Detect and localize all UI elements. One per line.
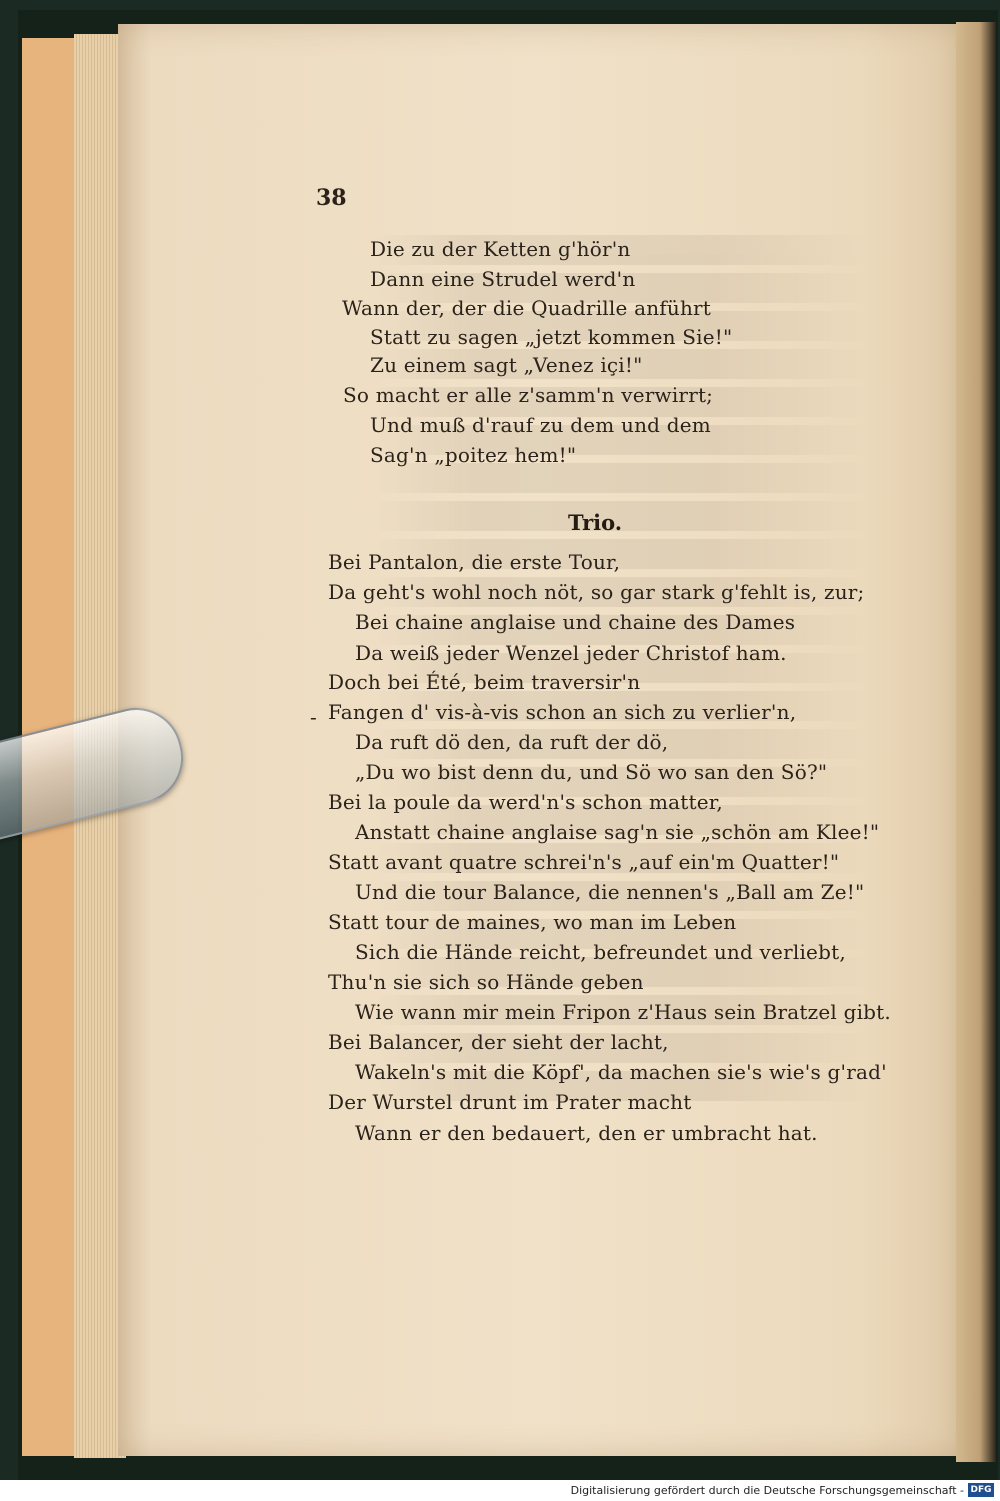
stanza2-line: Wann er den bedauert, den er umbracht hat. xyxy=(355,1121,818,1145)
stanza1-line: So macht er alle z'samm'n verwirrt; xyxy=(343,383,714,407)
stanza2-line: Bei Pantalon, die erste Tour, xyxy=(328,550,621,574)
stanza2-line: Bei Balancer, der sieht der lacht, xyxy=(328,1030,669,1054)
page-number: 38 xyxy=(316,185,347,211)
stanza2-line: Da ruft dö den, da ruft der dö, xyxy=(355,730,669,754)
footer-credit: Digitalisierung gefördert durch die Deutsche Forschungsgemeinschaft - xyxy=(570,1484,964,1497)
stanza2-line: Bei la poule da werd'n's schon matter, xyxy=(328,790,723,814)
stanza2-line: Bei chaine anglaise und chaine des Dames xyxy=(355,610,796,634)
stanza2-line: Fangen d' vis-à-vis schon an sich zu verlier'n, xyxy=(328,700,797,724)
stanza2-line: Anstatt chaine anglaise sag'n sie „schön am Klee!" xyxy=(355,820,880,844)
stanza2-line: Der Wurstel drunt im Prater macht xyxy=(328,1090,692,1114)
stanza2-line: Wakeln's mit die Köpf', da machen sie's wie's g'rad' xyxy=(355,1060,887,1084)
stanza2-line: Da geht's wohl noch nöt, so gar stark g'fehlt is, zur; xyxy=(328,580,865,604)
footer-bar xyxy=(0,1480,1000,1501)
stanza2-line: Wie wann mir mein Fripon z'Haus sein Bratzel gibt. xyxy=(355,1000,891,1024)
stanza2-line: Thu'n sie sich so Hände geben xyxy=(328,970,644,994)
stanza2-line: Doch bei Été, beim traversir'n xyxy=(328,670,641,694)
section-heading: Trio. xyxy=(568,510,623,535)
stanza2-line: Da weiß jeder Wenzel jeder Christof ham. xyxy=(355,641,787,665)
dfg-logo-icon: DFG xyxy=(968,1483,994,1497)
stanza1-line: Die zu der Ketten g'hör'n xyxy=(370,237,631,261)
stanza2-line: Und die tour Balance, die nennen's „Ball am Ze!" xyxy=(355,880,865,904)
stanza2-line: Statt avant quatre schrei'n's „auf ein'm Quatter!" xyxy=(328,850,840,874)
stanza2-line: „Du wo bist denn du, und Sö wo san den Sö?" xyxy=(355,760,828,784)
stanza1-line: Statt zu sagen „jetzt kommen Sie!" xyxy=(370,325,733,349)
stanza1-line: Wann der, der die Quadrille anführt xyxy=(342,296,712,320)
stanza1-line: Dann eine Strudel werd'n xyxy=(370,267,636,291)
stanza1-line: Zu einem sagt „Venez içi!" xyxy=(370,353,643,377)
margin-mark: - xyxy=(310,705,317,729)
stanza1-line: Sag'n „poitez hem!" xyxy=(370,443,577,467)
stanza1-line: Und muß d'rauf zu dem und dem xyxy=(370,413,711,437)
stanza2-line: Sich die Hände reicht, befreundet und verliebt, xyxy=(355,940,846,964)
stanza2-line: Statt tour de maines, wo man im Leben xyxy=(328,910,737,934)
